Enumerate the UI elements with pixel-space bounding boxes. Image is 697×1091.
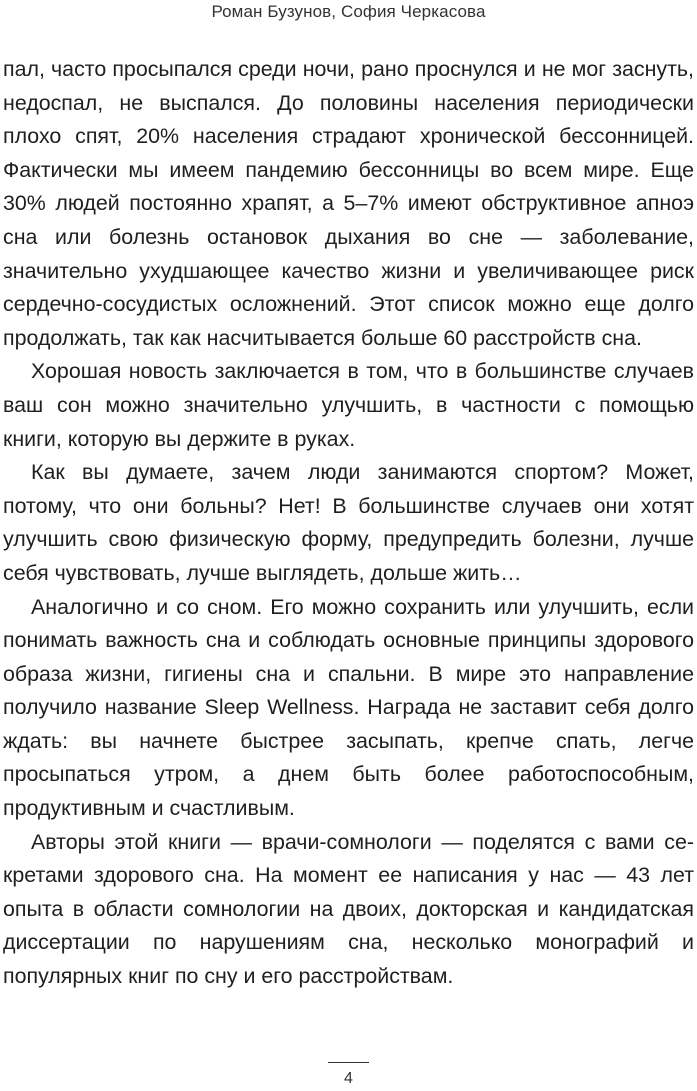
- footer-rule: [328, 1062, 369, 1063]
- paragraph: пал, часто просыпался среди ночи, рано проснулся и не мог заснуть, недоспал, не выспался. До половины населения периодически плохо спят, 20% населения страдают хронической бессонницей. Фактически мы имеем пандемию бессонницы во всем мире. Еще 30% людей постоянно храпят, а 5–7% имеют обструктивное апноэ сна или болезнь остановок дыхания во сне — заболевание, значительно ухудшающее качество жизни и увеличивающее риск сердечно-сосудистых осложнений. Этот список можно еще долго продолжать, так как насчитывается больше 60 расстройств сна.: [3, 57, 694, 350]
- paragraph: Хорошая новость заключается в том, что в большинстве случаев ваш сон можно значительно улучшить, в частности с помощью книги, которую вы держите в руках.: [3, 359, 694, 451]
- body-text: [3, 53, 694, 994]
- running-head-authors: Роман Бузунов, София Черкасова: [211, 2, 486, 21]
- paragraph: Аналогично и со сном. Его можно сохранить или улучшить, если понимать важность сна и соблюдать основные принципы здорового образа жизни, гигиены сна и спальни. В мире это направление получило название Sleep Wellness. Награда не заставит себя долго ждать: вы начнете быстрее засыпать, крепче спать, легче просыпаться утром, а днем быть более работоспособным, продуктивным и счастливым.: [3, 594, 694, 821]
- page-number: 4: [344, 1070, 353, 1087]
- paragraph: Как вы думаете, зачем люди занимаются спортом? Может, потому, что они больны? Нет! В большинстве случаев они хотят улучшить свою физическую форму, предупредить болезни, лучше себя чувствовать, лучше выглядеть, дольше жить…: [3, 460, 694, 585]
- paragraph: Авторы этой книги — врачи-сомнологи — поделятся с вами секретами здорового сна. На момент ее написания у нас — 43 лет опыта в области сомнологии на двоих, докторская и кандидатская диссертации по нарушениям сна, несколько монографий и популярных книг по сну и его расстройствам.: [3, 829, 694, 989]
